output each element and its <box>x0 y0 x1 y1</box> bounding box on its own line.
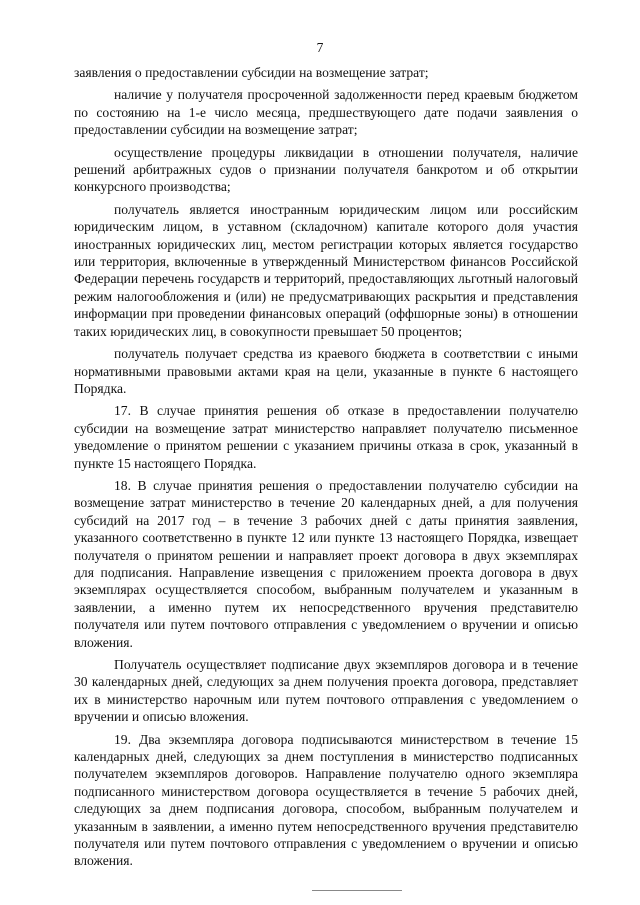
document-body <box>74 64 578 875</box>
paragraph-liquidation-condition: осуществление процедуры ликвидации в отношении получателя, наличие решений арбитражных судов о признании получателя банкротом и об открытии конкурсного производства; <box>74 144 578 195</box>
paragraph-item-19: 19. Два экземпляра договора подписываются министерством в течение 15 календарных дней, следующих за днем поступления в министерство подписанных получателем экземпляров договоров. Направление получателю одного экземпляра подписанного министерством договора осуществляется в течение 5 рабочих дней, следующих за днем подписания договора, способом, выбранным получателем и указанным в заявлении, а именно путем непосредственного вручения представителю получателя или путем почтового отправления с уведомлением о вручении и описью вложения. <box>74 731 578 869</box>
paragraph-continuation: заявления о предоставлении субсидии на возмещение затрат; <box>74 65 429 80</box>
paragraph-regional-funds-condition: получатель получает средства из краевого бюджета в соответствии с иными нормативными правовыми актами края на цели, указанные в пункте 6 настоящего Порядка. <box>74 346 578 396</box>
paragraph-foreign-entity-condition: получатель является иностранным юридическим лицом или российским юридическим лицом, в уставном (складочном) капитале которого доля участия иностранных юридических лиц, местом регистрации которых является государство или территория, включенные в утвержденный Министерством финансов Российской Федерации перечень государств и территорий, предоставляющих льготный налоговый режим налогообложения и (или) не предусматривающих раскрытия и представления информации при проведении финансовых операций (оффшорные зоны) в отношении таких юридических лиц, в совокупности превышает 50 процентов; <box>74 201 578 339</box>
footer-divider <box>312 890 402 891</box>
page-number: 7 <box>316 40 324 55</box>
paragraph-recipient-signing: Получатель осуществляет подписание двух экземпляров договора и в течение 30 календарных дней, следующих за днем получения проекта договора, представляет их в министерство нарочным или путем почтового отправления с уведомлением о вручении и описью вложения. <box>74 657 578 725</box>
paragraph-item-17: 17. В случае принятия решения об отказе в предоставлении получателю субсидии на возмещение затрат министерство направляет получателю письменное уведомление о принятом решении с указанием причины отказа в срок, указанный в пункте 15 настоящего Порядка. <box>74 403 578 471</box>
paragraph-item-18: 18. В случае принятия решения о предоставлении получателю субсидии на возмещение затрат министерство в течение 20 календарных дней, а для получения субсидий на 2017 год – в течение 3 рабочих дней с даты принятия заявления, указанного соответственно в пункте 12 или пункте 13 настоящего Порядка, извещает получателя о принятом решении и направляет проект договора в двух экземплярах для подписания. Направление извещения с приложением проекта договора в двух экземплярах осуществляется способом, выбранным получателем и указанным в заявлении, а именно путем их непосредственного вручения представителю получателя или путем почтового отправления с уведомлением о вручении и описью вложения. <box>74 477 578 650</box>
paragraph-arrears-condition: наличие у получателя просроченной задолженности перед краевым бюджетом по состоянию на 1-е число месяца, предшествующего дате подачи заявления о предоставлении субсидии на возмещение затрат; <box>74 87 578 138</box>
